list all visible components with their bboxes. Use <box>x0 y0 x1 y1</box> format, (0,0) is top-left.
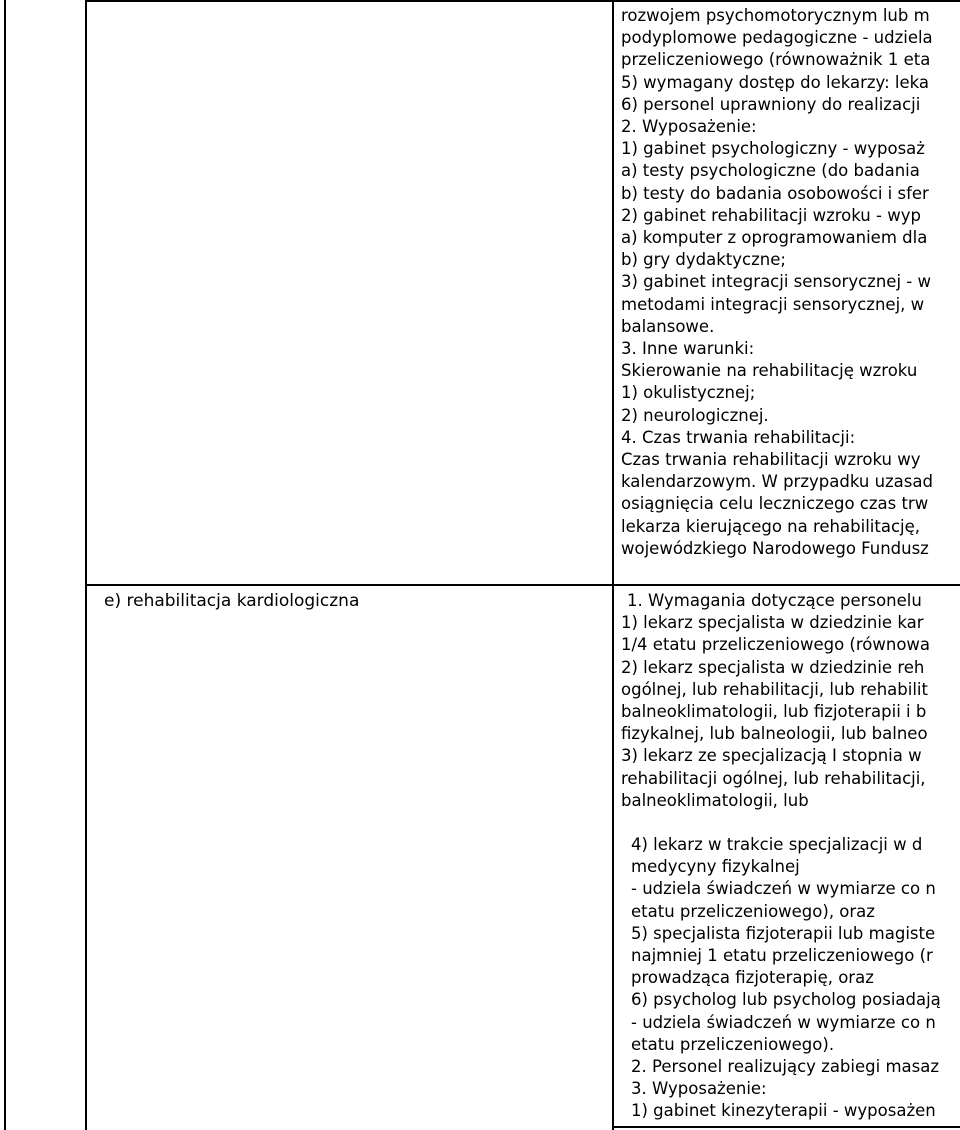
text-line: 1) gabinet psychologiczny - wyposaż <box>621 139 925 159</box>
text-line: przeliczeniowego (równoważnik 1 eta <box>621 50 931 70</box>
text-line: 3) lekarz ze specjalizacją I stopnia w <box>621 746 922 766</box>
text-line: etatu przeliczeniowego). <box>631 1034 835 1054</box>
text-line: balneoklimatologii, lub <box>621 790 809 810</box>
text-line: 2. Wyposażenie: <box>621 117 757 137</box>
text-line: najmniej 1 etatu przeliczeniowego (r <box>631 946 933 966</box>
text-line: ogólnej, lub rehabilitacji, lub rehabilit <box>621 679 928 699</box>
text-line: 1) lekarz specjalista w dziedzinie kar <box>621 613 924 633</box>
row-content-cell-continued <box>631 834 960 1123</box>
text-line: b) gry dydaktyczne; <box>621 250 786 270</box>
text-line: 2) lekarz specjalista w dziedzinie reh <box>621 657 925 677</box>
text-line: Czas trwania rehabilitacji wzroku wy <box>621 450 921 470</box>
text-line: - udziela świadczeń w wymiarze co n <box>631 879 936 899</box>
text-line: 2. Personel realizujący zabiegi masaz <box>631 1057 939 1077</box>
text-line: 6) personel uprawniony do realizacji <box>621 94 921 114</box>
row-label-rehabilitacja-kardiologiczna: e) rehabilitacja kardiologiczna <box>104 591 360 611</box>
text-line: 3. Inne warunki: <box>621 339 755 359</box>
text-line: rehabilitacji ogólnej, lub rehabilitacji, <box>621 768 926 788</box>
text-line: 3) gabinet integracji sensorycznej - w <box>621 272 931 292</box>
text-line: 5) specjalista fizjoterapii lub magiste <box>631 923 936 943</box>
table-top-border <box>85 0 960 2</box>
table-left-outer-border <box>4 0 6 1130</box>
text-line: balneoklimatologii, lub fizjoterapii i b <box>621 702 927 722</box>
text-line: 3. Wyposażenie: <box>631 1079 767 1099</box>
text-line: Skierowanie na rehabilitację wzroku <box>621 361 918 381</box>
text-line: a) testy psychologiczne (do badania <box>621 161 920 181</box>
text-line: - udziela świadczeń w wymiarze co n <box>631 1012 936 1032</box>
row-content-cell <box>621 5 960 560</box>
text-line: 5) wymagany dostęp do lekarzy: leka <box>621 72 930 92</box>
text-line: 4) lekarz w trakcie specjalizacji w d <box>631 835 923 854</box>
text-line: fizykalnej, lub balneologii, lub balneo <box>621 724 928 744</box>
table-bottom-border <box>612 1126 960 1128</box>
text-line: 6) psycholog lub psycholog posiadają <box>631 990 941 1010</box>
text-line: podyplomowe pedagogiczne - udziela <box>621 28 933 48</box>
table-content-column-border <box>612 0 614 1130</box>
text-line: metodami integracji sensorycznej, w <box>621 294 925 314</box>
text-line: balansowe. <box>621 316 715 336</box>
text-line: prowadząca fizjoterapię, oraz <box>631 968 874 988</box>
text-line: medycyny fizykalnej <box>631 857 800 877</box>
text-line: 4. Czas trwania rehabilitacji: <box>621 427 856 447</box>
text-line: a) komputer z oprogramowaniem dla <box>621 228 928 248</box>
text-line: 1) okulistycznej; <box>621 383 756 403</box>
text-line: b) testy do badania osobowości i sfer <box>621 183 929 203</box>
text-line: 2) neurologicznej. <box>621 405 769 425</box>
text-line: kalendarzowym. W przypadku uzasad <box>621 472 933 492</box>
table-row-divider <box>85 584 960 586</box>
text-line: 1) gabinet kinezyterapii - wyposażen <box>631 1101 936 1121</box>
text-line: rozwojem psychomotorycznym lub m <box>621 6 930 25</box>
text-line: 1/4 etatu przeliczeniowego (równowa <box>621 635 931 655</box>
text-line: 2) gabinet rehabilitacji wzroku - wyp <box>621 205 921 225</box>
text-line: lekarza kierującego na rehabilitację, <box>621 516 920 536</box>
text-line: wojewódzkiego Narodowego Fundusz <box>621 538 929 558</box>
row-content-cell <box>621 590 960 812</box>
text-line: etatu przeliczeniowego), oraz <box>631 901 875 921</box>
table-label-column-border <box>85 0 87 1130</box>
text-line: osiągnięcia celu leczniczego czas trw <box>621 494 929 514</box>
text-line: 1. Wymagania dotyczące personelu <box>627 591 922 610</box>
